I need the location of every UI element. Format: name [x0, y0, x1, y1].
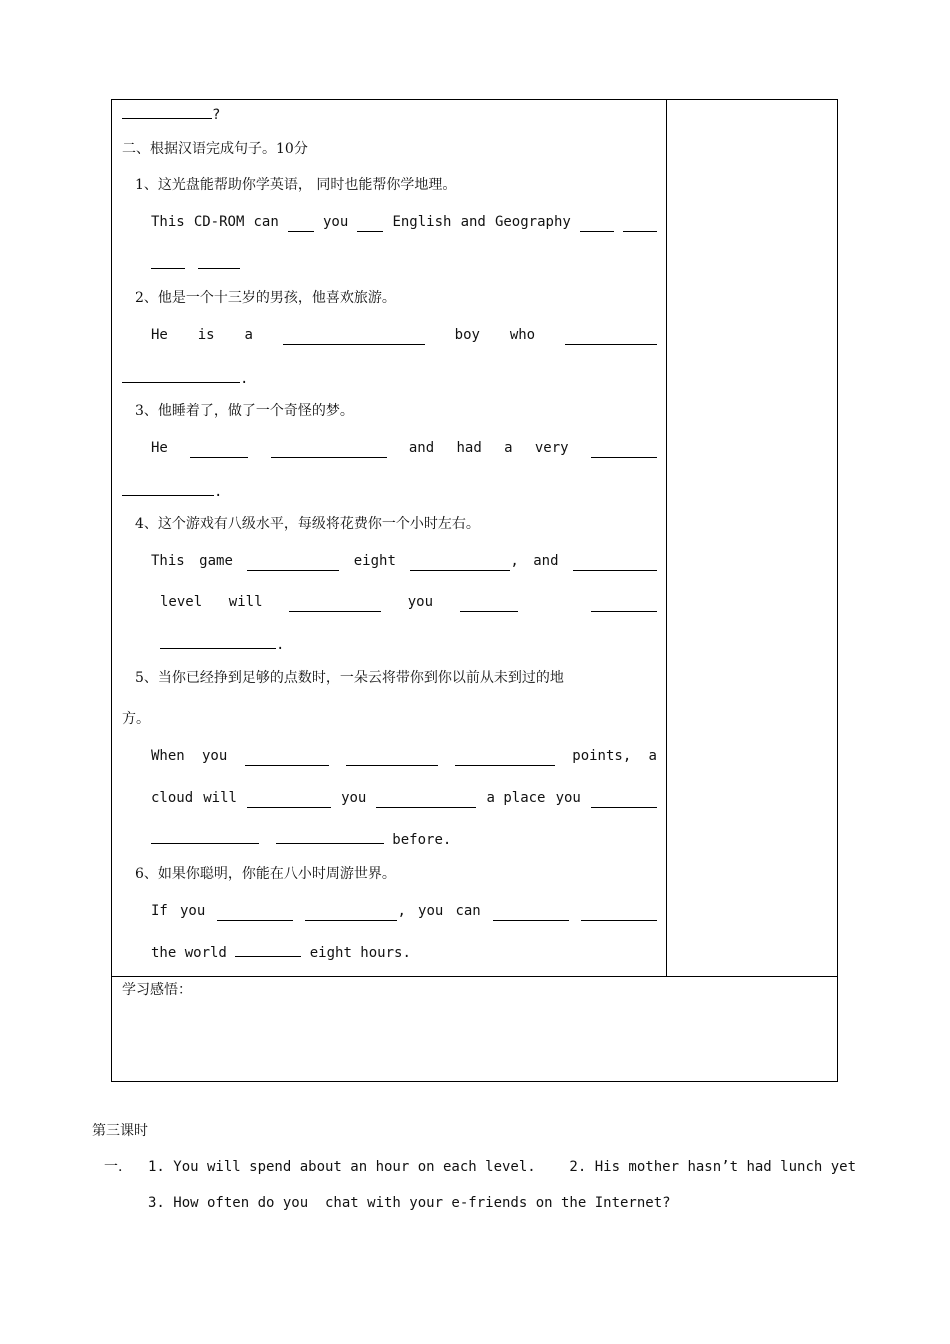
- item-1-english-line-2: [151, 254, 240, 275]
- word: had: [456, 440, 482, 456]
- answers-prefix: 一.: [104, 1159, 123, 1175]
- word: you: [341, 790, 367, 806]
- blank: [122, 481, 214, 496]
- blank: [623, 217, 657, 232]
- blank: [591, 443, 657, 458]
- word: you: [407, 594, 434, 610]
- word: will: [203, 790, 237, 806]
- item-6-english-line-1: [151, 901, 657, 921]
- comma: ,: [510, 553, 519, 569]
- item-5-english-line-1: [151, 746, 657, 766]
- item-1-chinese: 1、这光盘能帮助你学英语， 同时也能帮你学地理。: [135, 177, 457, 193]
- item-1-english-line-1: [151, 212, 657, 232]
- blank: [460, 597, 518, 612]
- word: and: [460, 214, 486, 230]
- blank: [357, 217, 383, 232]
- row-divider: [112, 976, 837, 977]
- blank: [235, 942, 301, 957]
- word: He: [151, 327, 168, 343]
- item-2-english-line-2: [122, 368, 248, 389]
- word: you: [418, 903, 444, 919]
- blank-with-comma: [305, 901, 405, 921]
- item-3-english-line-1: [151, 438, 657, 458]
- word: can: [455, 903, 481, 919]
- blank: [122, 104, 212, 119]
- blank: [573, 556, 657, 571]
- word: If: [151, 903, 168, 919]
- item-6-english-line-2: [151, 942, 411, 963]
- column-divider: [666, 100, 667, 976]
- blank: [565, 330, 657, 345]
- blank: [122, 368, 240, 383]
- blank: [591, 793, 657, 808]
- section-title: 二、根据汉语完成句子。10分: [122, 141, 308, 157]
- item-3-chinese: 3、他睡着了，做了一个奇怪的梦。: [135, 403, 354, 419]
- blank: [410, 556, 510, 571]
- blank: [247, 793, 331, 808]
- word: English: [392, 214, 452, 230]
- word: This: [151, 214, 185, 230]
- word: can: [253, 214, 279, 230]
- blank: [376, 793, 476, 808]
- item-2-english-line-1: [151, 325, 657, 345]
- item-2-chinese: 2、他是一个十三岁的男孩，他喜欢旅游。: [135, 290, 396, 306]
- blank: [151, 254, 185, 269]
- word: and: [533, 553, 559, 569]
- word: CD-ROM: [193, 214, 245, 230]
- item-5-english-line-2: [151, 788, 657, 808]
- word: who: [509, 327, 536, 343]
- word: This: [151, 553, 185, 569]
- word: cloud: [151, 790, 194, 806]
- item-4-english-line-2: [160, 592, 657, 612]
- word: you: [322, 214, 349, 230]
- word: you: [179, 903, 206, 919]
- item-4-chinese: 4、这个游戏有八级水平，每级将花费你一个小时左右。: [135, 516, 480, 532]
- item-6-chinese: 6、如果你聪明，你能在八小时周游世界。: [135, 866, 396, 882]
- item-4-english-line-3: [160, 634, 284, 655]
- word: a place: [486, 790, 546, 806]
- word: When: [151, 748, 185, 764]
- blank: [160, 634, 276, 649]
- blank: [151, 829, 259, 844]
- item-5-english-line-3: [151, 829, 451, 850]
- blank: [276, 829, 384, 844]
- reflection-label: 学习感悟：: [122, 982, 192, 998]
- word: game: [199, 553, 233, 569]
- word: before.: [392, 832, 452, 848]
- word: level: [160, 594, 203, 610]
- top-blank-line: [122, 104, 220, 125]
- word: Geography: [494, 214, 571, 230]
- word: a: [504, 440, 513, 456]
- worksheet-table: [111, 99, 838, 1082]
- period: .: [240, 371, 249, 387]
- word: eight: [353, 553, 396, 569]
- blank: [283, 330, 425, 345]
- blank: [591, 597, 657, 612]
- word: will: [228, 594, 263, 610]
- blank: [289, 597, 381, 612]
- word: very: [534, 440, 569, 456]
- answers-line-1: 1. You will spend about an hour on each level. 2. His mother hasn’t had lunch yet: [148, 1159, 857, 1175]
- word: a: [648, 748, 657, 764]
- blank-with-comma: [410, 551, 518, 571]
- answers-heading: 第三课时: [92, 1123, 148, 1139]
- word: boy: [454, 327, 480, 343]
- item-5-chinese-line-1: 5、当你已经挣到足够的点数时，一朵云将带你到你以前从未到过的地: [135, 670, 564, 686]
- question-mark: ?: [212, 107, 221, 123]
- blank: [346, 751, 438, 766]
- word: a: [244, 327, 253, 343]
- comma: ,: [397, 903, 406, 919]
- word: eight hours.: [309, 945, 411, 961]
- word: He: [151, 440, 168, 456]
- answers-line-2: 3. How often do you chat with your e-friends on the Internet?: [148, 1195, 671, 1211]
- blank: [217, 906, 293, 921]
- blank: [198, 254, 240, 269]
- blank: [247, 556, 339, 571]
- blank: [581, 906, 657, 921]
- word: and: [408, 440, 435, 456]
- word: the world: [151, 945, 227, 961]
- blank: [493, 906, 569, 921]
- blank: [271, 443, 387, 458]
- blank: [455, 751, 555, 766]
- blank: [245, 751, 329, 766]
- period: .: [214, 484, 223, 500]
- item-3-english-line-2: [122, 481, 222, 502]
- blank: [580, 217, 614, 232]
- blank: [288, 217, 314, 232]
- blank: [190, 443, 248, 458]
- word: points,: [572, 748, 632, 764]
- word: you: [201, 748, 228, 764]
- word: is: [197, 327, 215, 343]
- period: .: [276, 637, 285, 653]
- item-4-english-line-1: [151, 551, 657, 571]
- blank: [305, 906, 397, 921]
- item-5-chinese-line-2: 方。: [122, 711, 150, 727]
- word: you: [555, 790, 581, 806]
